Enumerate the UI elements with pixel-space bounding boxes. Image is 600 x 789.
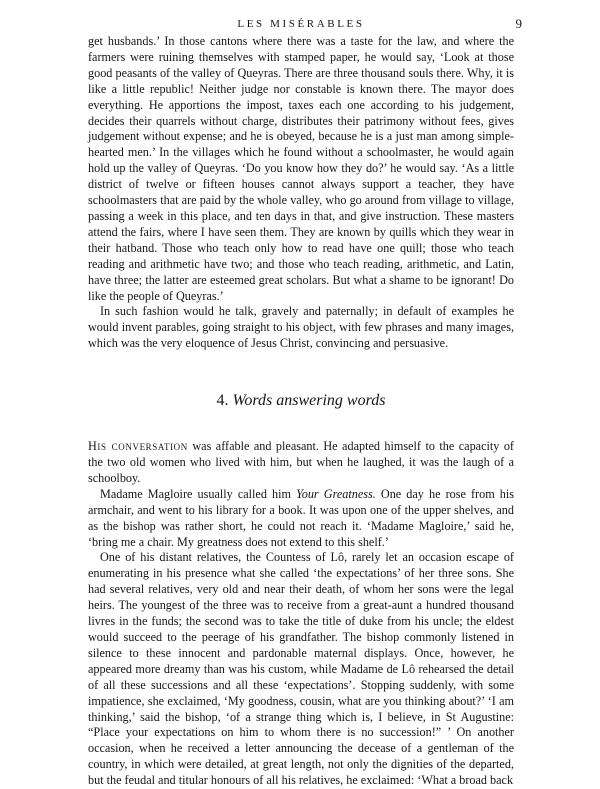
body-paragraph <box>88 487 514 551</box>
running-head <box>88 14 522 34</box>
small-caps-lead: His conversation <box>88 439 188 454</box>
section-title: Words answering words <box>232 392 386 410</box>
page-number: 9 <box>515 16 522 31</box>
paragraph-text: One day he rose from his armchair, and went to his library for a book. It was upon one of the upper shelves, and as the bishop was rather short, he could not reach it. ‘Madame Magloire,’ said he, ‘bring me a chair. My greatness does not extend to this shelf.’ <box>88 486 515 549</box>
body-paragraph: In such fashion would he talk, gravely and paternally; in default of examples he would invent parables, going straight to his object, with few phrases and many images, which was the very eloquence of Jesus Christ, convincing and persuasive. <box>88 304 514 351</box>
section-number: 4. <box>216 392 229 410</box>
paragraph-text: was affable and pleasant. He adapted himself to the capacity of the two old women who lived with him, but when he laughed, it was the laugh of a schoolboy. <box>88 439 514 485</box>
section-heading <box>88 392 514 410</box>
body-paragraph: get husbands.’ In those cantons where there was a taste for the law, and where the farmers were ruining themselves with stamped paper, he would say, ‘Look at those good peasants of the valley of Queyras. There are three thousand souls there. Why, it is like a little republic! Neither judge nor constable is known there. The mayor does everything. He apportions the impost, taxes each one according to his judgement, decides their quarrels without charge, distributes their patrimony without fees, gives judgement without expense; and he is obeyed, because he is a just man among simple-hearted men.’ In the villages which he found without a schoolmaster, he would again hold up the valley of Queyras. ‘Do you know how they do?’ he would say. ‘As a little district of twelve or fifteen houses cannot always support a teacher, they have schoolmasters that are paid by the whole valley, who go around from village to village, passing a week in this place, and ten days in that, and give instruction. These masters attend the fairs, where I have seen them. They are known by quills which they wear in their hatband. Those who teach only how to read have one quill; those who teach reading and arithmetic have two; and those who teach reading, arithmetic, and Latin, have three; the latter are esteemed great scholars. But what a shame to be ignorant! Do like the people of Queyras.’ <box>88 34 514 303</box>
running-head-title: LES MISÉRABLES <box>237 18 365 30</box>
body-paragraph <box>88 439 514 487</box>
italic-phrase: Your Greatness. <box>296 486 376 501</box>
paragraph-text: Madame Magloire usually called him <box>100 486 297 501</box>
book-page <box>88 14 522 789</box>
body-paragraph: One of his distant relatives, the Countess of Lô, rarely let an occasion escape of enumerating in his presence what she called ‘the expectations’ of her three sons. She had several relatives, very old and near their death, of whom her sons were the legal heirs. The youngest of the three was to receive from a great-aunt a hundred thousand livres in the funds; the second was to take the title of duke from his uncle; the eldest would succeed to the peerage of his grandfather. The bishop commonly listened in silence to these innocent and pardonable maternal displays. Once, however, he appeared more dreamy than was his custom, while Madame de Lô rehearsed the detail of all these successions and all these ‘expectations’. Stopping suddenly, with some impatience, she exclaimed, ‘My goodness, cousin, what are you thinking about?’ ‘I am thinking,’ said the bishop, ‘of a strange thing which is, I believe, in St Augustine: “Place your expectations on him to whom there is no succession!” ’ On another occasion, when he received a letter announcing the decease of a gentleman of the country, in which were detailed, at great length, not only the dignities of the departed, but the feudal and titular honours of all his relatives, he exclaimed: ‘What a broad back <box>88 550 514 788</box>
